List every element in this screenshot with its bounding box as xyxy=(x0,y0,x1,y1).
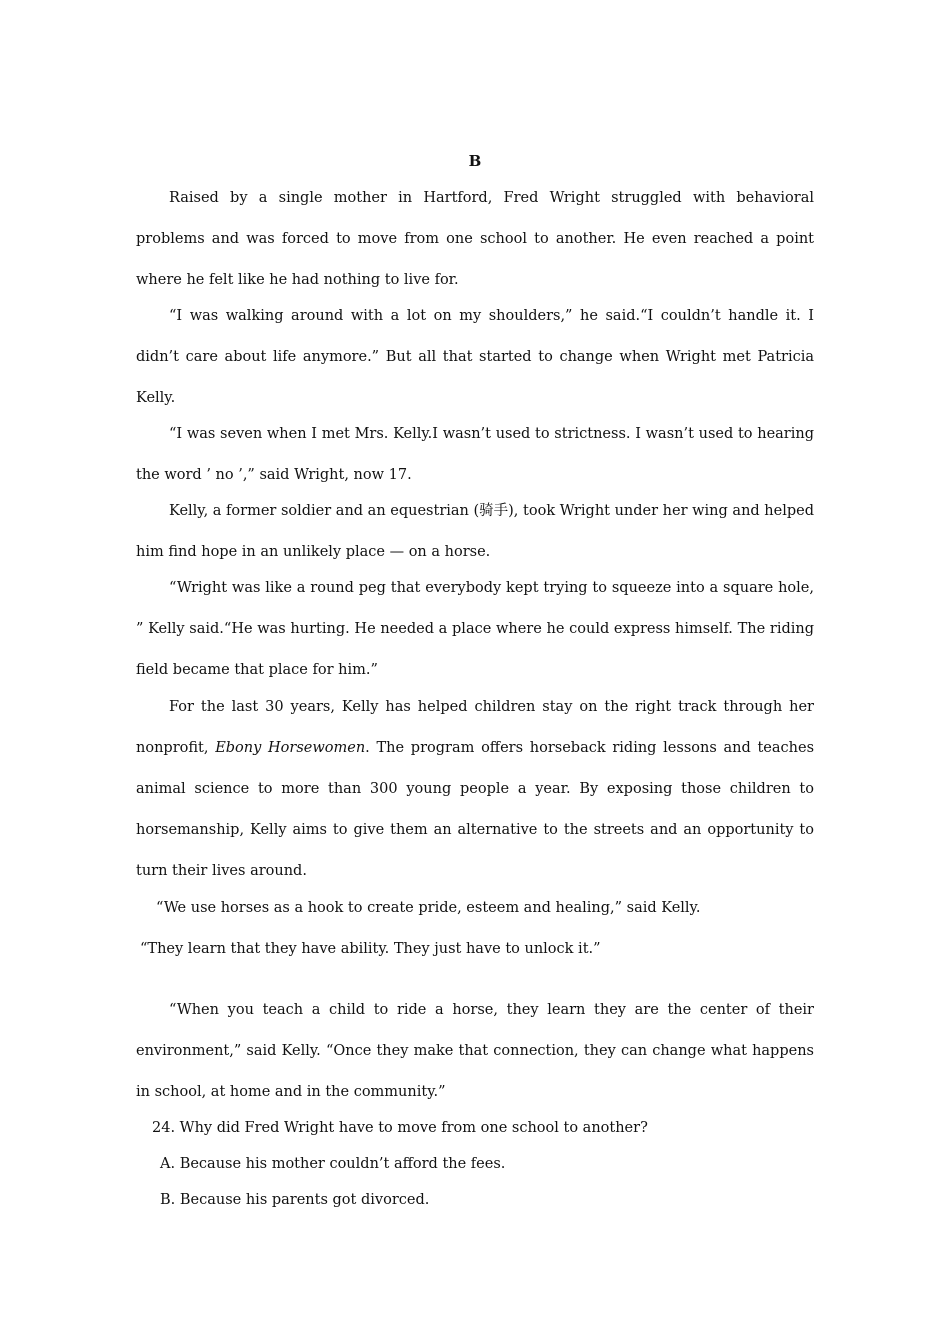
option-a[interactable]: A. Because his mother couldn’t afford the fees. xyxy=(160,1156,506,1172)
question-24: 24. Why did Fred Wright have to move from one school to another? xyxy=(152,1120,648,1136)
paragraph-6-end: . The program offers horseback riding lessons and teaches animal science to more than 300 young people a year. By exposing those children to horsemanship, Kelly aims to give them an alternative to the streets and an opportunity to turn their lives around. xyxy=(136,740,815,879)
paragraph-5: “Wright was like a round peg that everybody kept trying to squeeze into a square hole, ” Kelly said.“He was hurting. He needed a place where he could express himself. The riding field became that place for him.” xyxy=(136,580,814,678)
paragraph-6-start: For the last 30 years, Kelly has helped children stay on the right track through her nonprofit, xyxy=(136,699,814,756)
paragraph-1: Raised by a single mother in Hartford, Fred Wright struggled with behavioral problems and was forced to move from one school to another. He even reached a point where he felt like he had nothing to live for. xyxy=(136,190,814,288)
paragraph-7-line-2: “They learn that they have ability. They just have to unlock it.” xyxy=(140,941,601,957)
passage-title: B xyxy=(468,152,482,170)
paragraph-4: Kelly, a former soldier and an equestrian (骑手), took Wright under her wing and helped him find hope in an unlikely place — on a horse. xyxy=(136,503,814,560)
paragraph-3: “I was seven when I met Mrs. Kelly.I wasn’t used to strictness. I wasn’t used to hearing the word ’ no ’,” said Wright, now 17. xyxy=(136,426,814,483)
paragraph-8: “When you teach a child to ride a horse, they learn they are the center of their environment,” said Kelly. “Once they make that connection, they can change what happens in school, at home and in the community.” xyxy=(136,1002,814,1100)
paragraph-6 xyxy=(136,687,814,892)
paragraph-7-line-1: “We use horses as a hook to create pride, esteem and healing,” said Kelly. xyxy=(156,900,701,916)
option-b[interactable]: B. Because his parents got divorced. xyxy=(160,1192,430,1208)
paragraph-2: “I was walking around with a lot on my shoulders,” he said.“I couldn’t handle it. I didn’t care about life anymore.” But all that started to change when Wright met Patricia Kelly. xyxy=(136,308,814,406)
program-name: Ebony Horsewomen xyxy=(215,740,366,756)
